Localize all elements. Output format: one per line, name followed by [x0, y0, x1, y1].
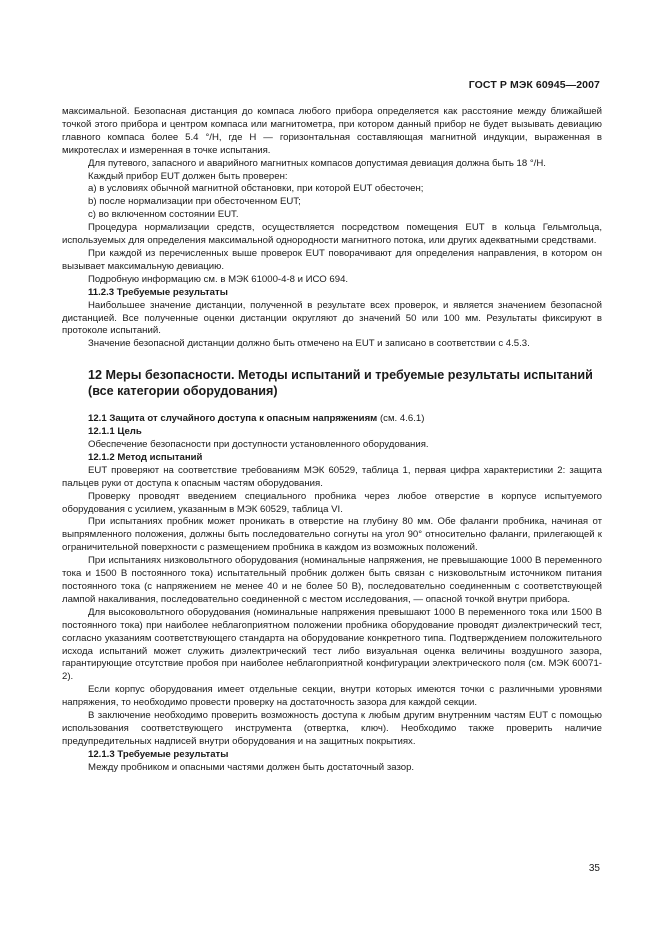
list-item: a) в условиях обычной магнитной обстановки, при которой EUT обесточен;: [88, 183, 424, 195]
document-body: [62, 106, 602, 775]
paragraph: Наибольшее значение дистанции, полученной в результате всех проверок, и является значением безопасной дистанцией. Все полученные оценки дистанции округляют до значений 50 или 100 мм. Результаты фиксируют в протоколе испытаний.: [62, 299, 602, 337]
paragraph: При каждой из перечисленных выше проверок EUT поворачивают для определения направления, в котором он вызывает максимальную девиацию.: [62, 247, 602, 272]
subsection-heading: 12.1.1 Цель: [88, 426, 142, 438]
paragraph: При испытаниях пробник может проникать в отверстие на глубину 80 мм. Обе фаланги пробника, начиная от выпрямленного положения, должны быть последовательно согнуты на угол 90° относительно фаланги, прилегающей к ограничительной поверхности с размещением пробника в каждом из возможных положений.: [62, 516, 602, 554]
paragraph: Каждый прибор EUT должен быть проверен:: [88, 170, 288, 182]
paragraph: Для высоковольтного оборудования (номинальные напряжения превышают 1000 В переменного тока или 1500 В постоянного тока) при наиболее неблагоприятном положении пробника оборудование проводят диэлектрический тест, согласно указаниям соответствующего стандарта на оборудование конкретного типа. Подтверждением положительного исхода испытаний может служить диэлектрический тест либо визуальная оценка величины воздушного зазора, гарантирующие отсутствие пробоя при наиболее неблагоприятной конфигурации электрического поля (см. МЭК 60071-2).: [62, 606, 602, 683]
paragraph: Значение безопасной дистанции должно быть отмечено на EUT и записано в соответствии с 4.5.3.: [88, 338, 530, 350]
subsection-heading: 12.1.2 Метод испытаний: [88, 451, 203, 463]
paragraph: При испытаниях низковольтного оборудования (номинальные напряжения, не превышающие 1000 В переменного тока и 1500 В постоянного тока) испытательный пробник должен быть связан с низковольтным источником питания постоянного тока (с напряжением не менее 40 и не более 50 В), последовательно соединенным с соответствующей лампой накаливания, последовательно соединенной с местом исследования, — опасной точкой внутри прибора.: [62, 555, 602, 605]
paragraph: Проверку проводят введением специального пробника через любое отверстие в корпусе испытуемого оборудования с усилием, указанным в МЭК 60529, таблица VI.: [62, 490, 602, 515]
document-header: ГОСТ Р МЭК 60945—2007: [468, 79, 600, 91]
cross-reference: (см. 4.6.1): [379, 413, 425, 425]
subsection-heading: 12.1.3 Требуемые результаты: [88, 748, 229, 760]
paragraph: В заключение необходимо проверить возможность доступа к любым другим внутренним частям EUT с помощью использования соответствующего инструмента (отвертка, ключ). Необходимо также проверить наличие предупредительных надписей внутри оборудования и на защитных покрытиях.: [62, 710, 602, 747]
paragraph: Между пробником и опасными частями должен быть достаточный зазор.: [88, 761, 415, 773]
paragraph: максимальной. Безопасная дистанция до компаса любого прибора определяется как расстояние между ближайшей точкой этого прибора и центром компаса или магнитометра, при котором данный прибор не будет вызывать девиацию главного компаса более 5.4 °/Н, где Н — горизонтальная составляющая магнитной индукции, выраженная в микротеслах и измеренная в точке испытания.: [62, 106, 602, 156]
paragraph: Подробную информацию см. в МЭК 61000-4-8 и ИСО 694.: [88, 273, 349, 285]
page-number: 35: [588, 863, 600, 874]
section-heading: 12 Меры безопасности. Методы испытаний и требуемые результаты испытаний (все категории оборудования): [88, 368, 593, 399]
paragraph: Для путевого, запасного и аварийного магнитных компасов допустимая девиация должна быть 18 °/Н.: [88, 157, 546, 169]
paragraph: Обеспечение безопасности при доступности установленного оборудования.: [88, 439, 429, 451]
paragraph: Процедура нормализации средств, осуществляется посредством помещения EUT в кольца Гельмгольца, используемых для определения максимальной однородности магнитного потока, или других адекватными средствами.: [62, 222, 602, 247]
paragraph: EUT проверяют на соответствие требованиям МЭК 60529, таблица 1, первая цифра характеристики 2: защита пальцев руки от доступа к опасным частям оборудования.: [62, 464, 602, 489]
list-item: c) во включенном состоянии EUT.: [88, 209, 239, 221]
subsection-heading: 11.2.3 Требуемые результаты: [88, 286, 228, 298]
subsection-title: 12.1 Защита от случайного доступа к опасным напряжениям: [88, 413, 378, 425]
subsection-heading: [62, 413, 602, 426]
list-item: b) после нормализации при обесточенном EUT;: [88, 196, 301, 208]
paragraph: Если корпус оборудования имеет отдельные секции, внутри которых имеются точки с различными уровнями напряжения, то необходимо провести проверку на достаточность зазора для каждой секции.: [62, 684, 602, 709]
